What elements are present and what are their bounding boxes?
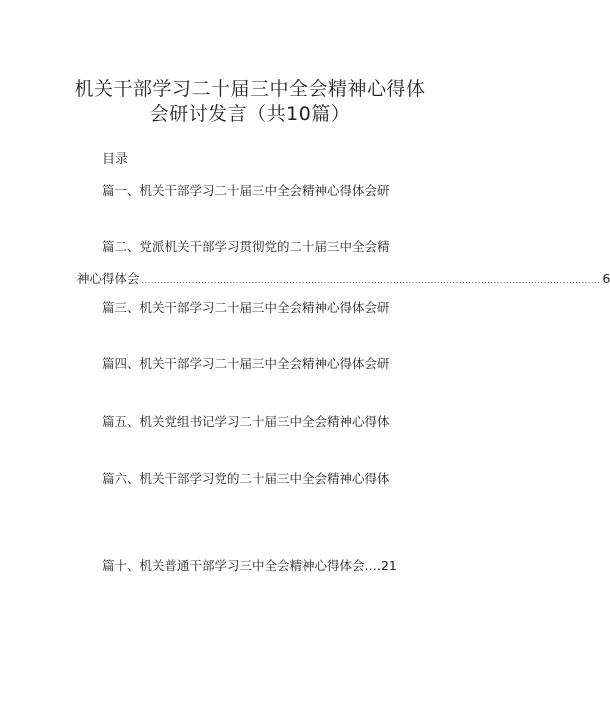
toc-heading: 目录 [102, 152, 129, 167]
toc-entry-2-continuation[interactable] [77, 269, 610, 286]
document-title-line-1: 机关干部学习二十届三中全会精神心得体 [74, 78, 426, 100]
toc-entry-5[interactable]: 篇五、机关党组书记学习二十届三中全会精神心得体 [102, 414, 390, 429]
toc-entry-3[interactable]: 篇三、机关干部学习二十届三中全会精神心得体会研 [102, 300, 390, 315]
toc-entry-10[interactable]: 篇十、机关普通干部学习三中全会精神心得体会.…21 [102, 558, 397, 573]
toc-entry-6[interactable]: 篇六、机关干部学习党的二十届三中全会精神心得体 [102, 471, 390, 486]
document-title-line-2: 会研讨发言（共10篇） [149, 103, 351, 125]
toc-page-number: 6 [602, 271, 610, 286]
toc-entry-4[interactable]: 篇四、机关干部学习二十届三中全会精神心得体会研 [102, 356, 390, 371]
toc-entry-1[interactable]: 篇一、机关干部学习二十届三中全会精神心得体会研 [102, 183, 390, 198]
toc-entry-2-continuation-text: 神心得体会 [77, 271, 140, 286]
toc-leader-dots: .................................................................................................................................................. [141, 276, 601, 285]
toc-entry-2[interactable]: 篇二、党派机关干部学习贯彻党的二十届三中全会精 [102, 239, 390, 254]
